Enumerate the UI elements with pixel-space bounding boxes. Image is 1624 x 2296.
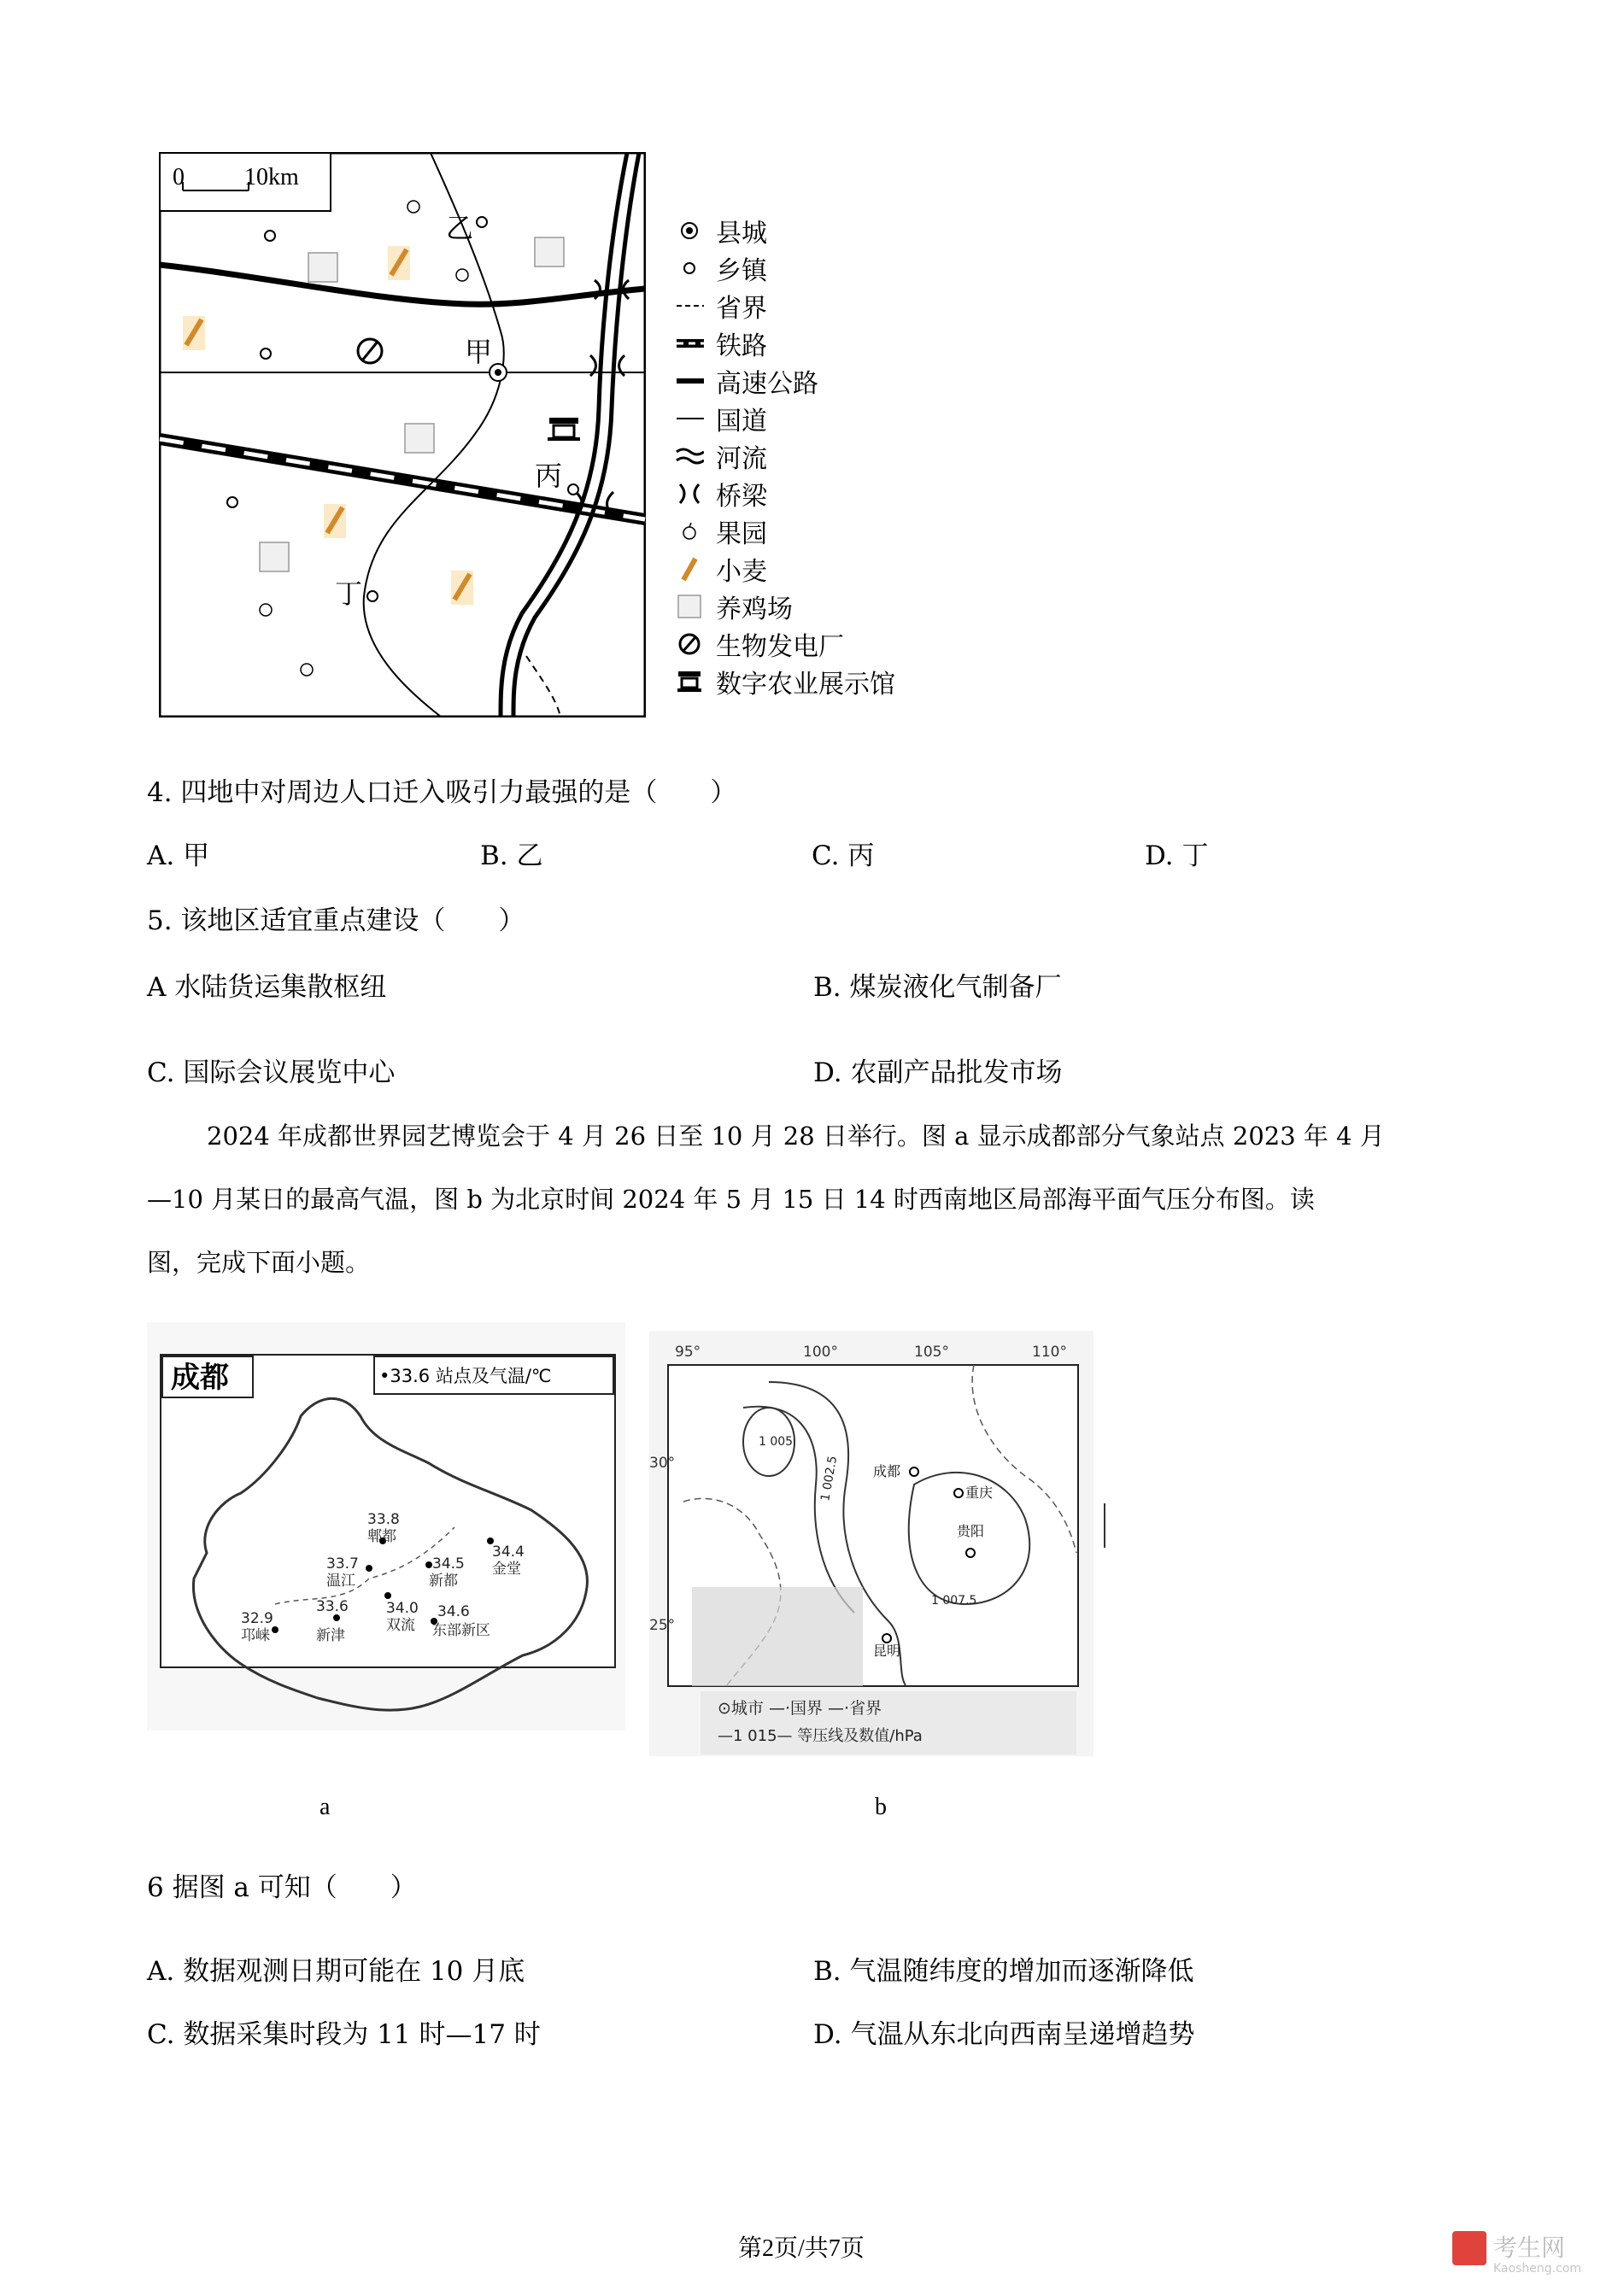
city-chengdu [910,1467,918,1476]
place-ding: 丁 [335,577,363,610]
intro-line-1: 2024 年成都世界园艺博览会于 4 月 26 日至 10 月 28 日举行。图 a 显示成都部分气象站点 2023 年 4 月 [207,1122,1385,1151]
legend-label: 河流 [716,444,767,474]
place-jia: 甲 [465,336,493,368]
station-shuangliu-temp: 34.0 [386,1600,419,1617]
station-dongbu-temp: 34.6 [437,1603,470,1620]
station-wenjiang [366,1565,372,1572]
legend-item [675,400,767,437]
intro-line-3: 图，完成下面小题。 [147,1248,371,1277]
isobar-label-10075: 1 007.5 [931,1594,977,1608]
figure-a-map [147,1322,625,1731]
lon-100: 100° [803,1344,838,1361]
watermark-logo [1452,2226,1615,2286]
lat-30: 30° [649,1455,676,1472]
legend-item [675,362,818,400]
town-icon [675,255,709,281]
figure-b [649,1331,1093,1756]
station-xinjin [333,1614,340,1621]
county-icon [675,218,709,243]
q4-option-b: B. 乙 [480,840,543,871]
page-number: 第2页/共7页 [738,2235,865,2262]
legend-label: 省界 [716,294,767,324]
q6-option-a: A. 数据观测日期可能在 10 月底 [147,1956,525,1987]
legend-label: 数字农业展示馆 [716,670,895,700]
q5-option-c: C. 国际会议展览中心 [147,1057,396,1088]
station-pidu-temp: 33.8 [367,1511,400,1528]
legend-label: 乡镇 [716,256,767,286]
legend-label: 生物发电厂 [716,632,844,662]
city-guiyang-label: 贵阳 [957,1523,985,1539]
station-pidu-name: 郫都 [367,1528,396,1545]
legend-label: 铁路 [716,331,767,361]
q5-stem: 5. 该地区适宜重点建设（ ） [147,905,525,936]
province-border-icon [675,293,709,319]
legend-item [675,625,844,663]
map-legend [675,212,931,735]
q5-option-d: D. 农副产品批发市场 [813,1057,1063,1088]
station-qionglai [272,1626,278,1633]
city-chongqing-label: 重庆 [965,1485,994,1501]
national-road-icon [675,406,709,431]
legend-item [675,437,767,475]
station-xindu [425,1561,432,1568]
q4-option-a: A. 甲 [147,840,210,871]
fig-a-caption: a [320,1794,331,1820]
legend-item [675,325,767,362]
legend-label: 桥梁 [716,482,767,512]
lon-95: 95° [675,1344,701,1361]
fig-b-legend-isobar: —1 015— 等压线及数值/hPa [718,1727,923,1745]
legend-label: 县城 [716,219,767,249]
station-qionglai-temp: 32.9 [241,1610,273,1627]
city-kunming-label: 昆明 [873,1643,901,1659]
city-guiyang [966,1549,975,1557]
legend-item [675,475,767,512]
station-wenjiang-name: 温江 [326,1573,355,1590]
lon-105: 105° [914,1344,949,1361]
station-xinjin-name: 新津 [316,1627,345,1644]
lon-110: 110° [1032,1344,1067,1361]
legend-item [675,663,895,700]
isobar-label-1005: 1 005 [759,1435,794,1449]
digital-agri-hall-icon [548,418,580,441]
watermark-url: Kaosheng.com [1493,2262,1581,2276]
q6-option-d: D. 气温从东北向西南呈递增趋势 [813,2019,1195,2050]
legend-item [675,249,767,287]
station-shuangliu [384,1592,391,1599]
city-chengdu-label: 成都 [873,1463,901,1479]
lat-25: 25° [649,1617,676,1634]
brand-logo-icon [1452,2231,1486,2265]
place-bing: 丙 [535,460,563,492]
q5-option-b: B. 煤炭液化气制备厂 [813,972,1062,1003]
legend-item [675,550,767,588]
figure-a [147,1322,625,1731]
highway-icon [675,368,709,394]
station-jintang-temp: 34.4 [492,1543,525,1561]
legend-item [675,588,793,625]
bio-power-plant-icon [675,631,709,657]
orchard-icon [675,518,709,544]
river-icon [675,443,709,469]
city-chongqing [954,1489,963,1497]
chicken-farm-icon [675,594,709,619]
legend-item [675,512,767,550]
station-qionglai-name: 邛崃 [241,1627,270,1644]
scale-label: 10km [244,164,299,190]
city-kunming [882,1634,891,1643]
bridge-icon [675,481,709,507]
q5-option-a: A 水陆货运集散枢纽 [147,972,387,1003]
station-dongbu-name: 东部新区 [432,1622,490,1639]
place-yi: 乙 [446,212,474,244]
county-map [159,152,646,718]
fig-b-legend: ⊙城市 —·国界 —·省界 [718,1699,882,1718]
fig-a-title: 成都 [171,1361,229,1395]
fig-a-legend: •33.6 站点及气温/℃ [379,1366,552,1386]
q4-option-c: C. 丙 [812,840,875,871]
intro-line-2: —10 月某日的最高气温，图 b 为北京时间 2024 年 5 月 15 日 14 时西南地区局部海平面气压分布图。读 [147,1185,1315,1214]
legend-label: 小麦 [716,557,767,587]
q4-stem: 4. 四地中对周边人口迁入吸引力最强的是（ ） [147,777,737,808]
legend-label: 养鸡场 [716,594,793,624]
station-wenjiang-temp: 33.7 [326,1555,359,1573]
q6-option-c: C. 数据采集时段为 11 时—17 时 [147,2019,541,2050]
station-jintang-name: 金堂 [492,1561,521,1578]
watermark-brand: 考生网 [1493,2234,1566,2262]
q6-option-b: B. 气温随纬度的增加而逐渐降低 [813,1956,1194,1987]
q4-option-d: D. 丁 [1145,840,1209,871]
station-xindu-temp: 34.5 [432,1555,465,1573]
q6-stem: 6 据图 a 可知（ ） [147,1872,417,1903]
county-map-figure [159,152,646,718]
bio-power-plant-icon [358,339,382,363]
scale-zero: 0 [173,164,185,190]
digital-agri-hall-icon [675,669,709,694]
station-xindu-name: 新都 [429,1573,458,1590]
railway-icon [675,331,709,356]
legend-item [675,287,767,325]
station-xinjin-temp: 33.6 [316,1598,349,1615]
station-shuangliu-name: 双流 [386,1617,415,1634]
legend-item [675,212,767,249]
isobar-label-10025: 1 002.5 [818,1455,841,1502]
wheat-icon [675,556,709,582]
fig-b-caption: b [875,1794,887,1820]
legend-label: 果园 [716,519,767,549]
legend-label: 国道 [716,407,767,436]
legend-label: 高速公路 [716,369,818,399]
figure-b-map [649,1331,1093,1756]
